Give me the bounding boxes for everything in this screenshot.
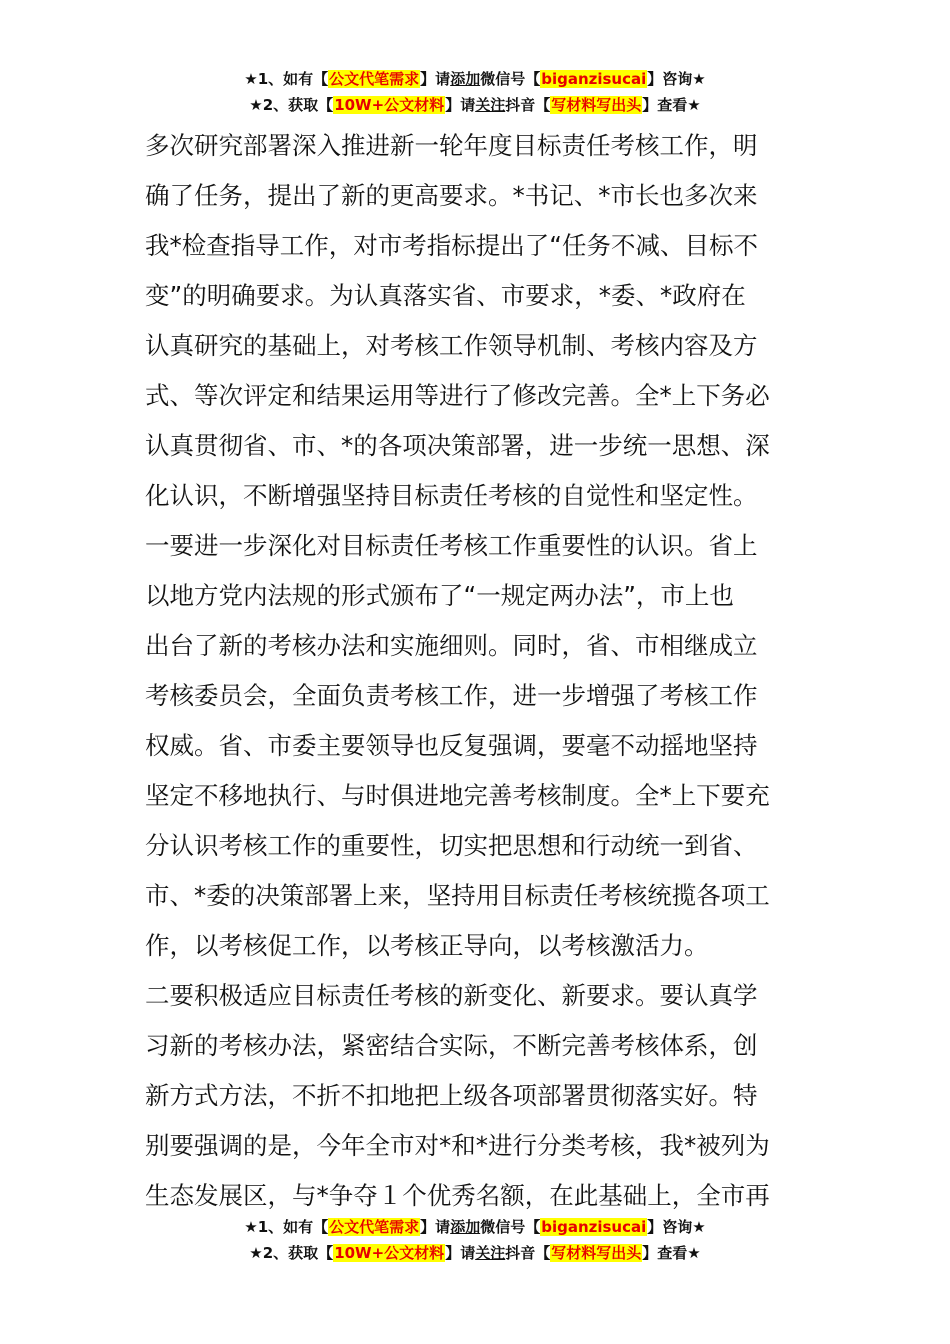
text-line: 分认识考核工作的重要性，切实把思想和行动统一到省、	[145, 831, 758, 860]
footer-banner	[0, 1214, 950, 1266]
text-line: 认真研究的基础上，对考核工作领导机制、考核内容及方	[145, 331, 758, 360]
text-line: 二要积极适应目标责任考核的新变化、新要求。要认真学	[145, 981, 758, 1010]
banner-line-1	[0, 1214, 950, 1240]
text-line: 作，以考核促工作，以考核正导向，以考核激活力。	[145, 931, 709, 960]
text-line: 以地方党内法规的形式颁布了“一规定两办法”，市上也	[145, 581, 734, 610]
text-line: 我*检查指导工作，对市考指标提出了“任务不减、目标不	[145, 231, 758, 260]
banner-text: 】查看★	[642, 96, 701, 114]
banner-text: 】查看★	[642, 1244, 701, 1262]
banner-highlight-materials: 10W+公文材料	[334, 96, 445, 114]
banner-line-1	[0, 66, 950, 92]
banner-highlight-account: 写材料写出头	[551, 96, 642, 114]
banner-highlight-wechat-id: biganzisucai	[541, 70, 647, 88]
banner-text: 】请	[445, 1244, 476, 1262]
text-line: 权威。省、市委主要领导也反复强调，要毫不动摇地坚持	[145, 731, 758, 760]
banner-underline-follow: 关注	[475, 96, 506, 114]
text-line: 变”的明确要求。为认真落实省、市要求，*委、*政府在	[145, 281, 746, 310]
text-line: 习新的考核办法，紧密结合实际，不断完善考核体系，创	[145, 1031, 758, 1060]
banner-text: 】咨询★	[647, 70, 706, 88]
banner-underline-add: 添加	[450, 70, 481, 88]
text-line: 坚定不移地执行、与时俱进地完善考核制度。全*上下要充	[145, 781, 770, 810]
text-line: 市、*委的决策部署上来，坚持用目标责任考核统揽各项工	[145, 881, 770, 910]
banner-highlight-account: 写材料写出头	[551, 1244, 642, 1262]
banner-text: 】咨询★	[647, 1218, 706, 1236]
banner-highlight-wechat-id: biganzisucai	[541, 1218, 647, 1236]
text-line: 多次研究部署深入推进新一轮年度目标责任考核工作，明	[145, 131, 758, 160]
text-line: 出台了新的考核办法和实施细则。同时，省、市相继成立	[145, 631, 758, 660]
banner-highlight-service: 公文代笔需求	[329, 1218, 420, 1236]
text-line: 式、等次评定和结果运用等进行了修改完善。全*上下务必	[145, 381, 770, 410]
banner-text: 】请	[420, 70, 451, 88]
banner-underline-add: 添加	[450, 1218, 481, 1236]
header-banner	[0, 66, 950, 118]
text-line: 一要进一步深化对目标责任考核工作重要性的认识。省上	[145, 531, 758, 560]
banner-underline-follow: 关注	[475, 1244, 506, 1262]
banner-text: 抖音【	[505, 1244, 551, 1262]
document-body	[145, 121, 810, 1221]
banner-text: ★2、获取【	[249, 1244, 334, 1262]
banner-highlight-service: 公文代笔需求	[329, 70, 420, 88]
banner-text: 微信号【	[480, 1218, 541, 1236]
banner-line-2	[0, 1240, 950, 1266]
text-line: 生态发展区，与*争夺１个优秀名额，在此基础上，全市再	[145, 1181, 770, 1210]
text-line: 确了任务，提出了新的更高要求。*书记、*市长也多次来	[145, 181, 758, 210]
banner-line-2	[0, 92, 950, 118]
text-line: 认真贯彻省、市、*的各项决策部署，进一步统一思想、深	[145, 431, 770, 460]
text-line: 考核委员会，全面负责考核工作，进一步增强了考核工作	[145, 681, 758, 710]
banner-text: 抖音【	[505, 96, 551, 114]
banner-text: 】请	[445, 96, 476, 114]
banner-text: 微信号【	[480, 70, 541, 88]
banner-text: ★1、如有【	[244, 1218, 329, 1236]
text-line: 别要强调的是，今年全市对*和*进行分类考核，我*被列为	[145, 1131, 770, 1160]
banner-highlight-materials: 10W+公文材料	[334, 1244, 445, 1262]
text-line: 新方式方法，不折不扣地把上级各项部署贯彻落实好。特	[145, 1081, 758, 1110]
banner-text: 】请	[420, 1218, 451, 1236]
banner-text: ★2、获取【	[249, 96, 334, 114]
text-line: 化认识，不断增强坚持目标责任考核的自觉性和坚定性。	[145, 481, 758, 510]
banner-text: ★1、如有【	[244, 70, 329, 88]
